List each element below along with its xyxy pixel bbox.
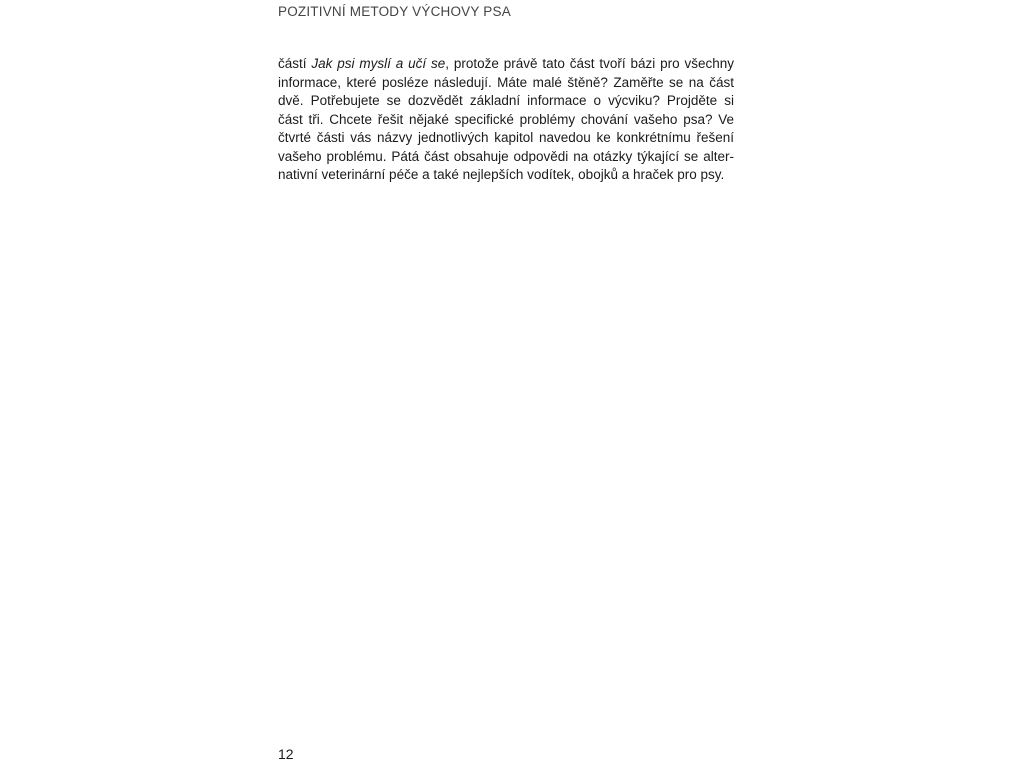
paragraph-line [278,111,734,130]
paragraph-line [278,92,734,111]
line-text: dvě. Potřebujete se dozvědět základní informace o výcviku? Projděte si [278,93,734,108]
italic-section-title: Jak psi myslí a učí se [311,56,446,71]
paragraph-line [278,74,734,93]
paragraph-line [278,166,734,185]
body-paragraph [278,55,734,185]
line-text: vašeho problému. Pátá část obsahuje odpovědi na otázky týkající se alter- [278,148,734,164]
line-text: , protože právě tato část tvoří bázi pro všechny [445,56,734,71]
paragraph-line [278,129,734,148]
paragraph-line [278,148,734,167]
line-text: informace, které posléze následují. Máte malé štěně? Zaměřte se na část [278,74,734,90]
line-text: částí [278,56,312,71]
line-text: nativní veterinární péče a také nejlepších vodítek, obojků a hraček pro psy. [278,167,725,182]
line-text: část tři. Chcete řešit nějaké specifické problémy chování vašeho psa? Ve [278,111,734,127]
page-number: 12 [278,746,294,762]
paragraph-line [278,55,734,74]
running-header-title: POZITIVNÍ METODY VÝCHOVY PSA [278,4,511,19]
line-text: čtvrté části vás názvy jednotlivých kapitol navedou ke konkrétnímu řešení [278,130,734,145]
